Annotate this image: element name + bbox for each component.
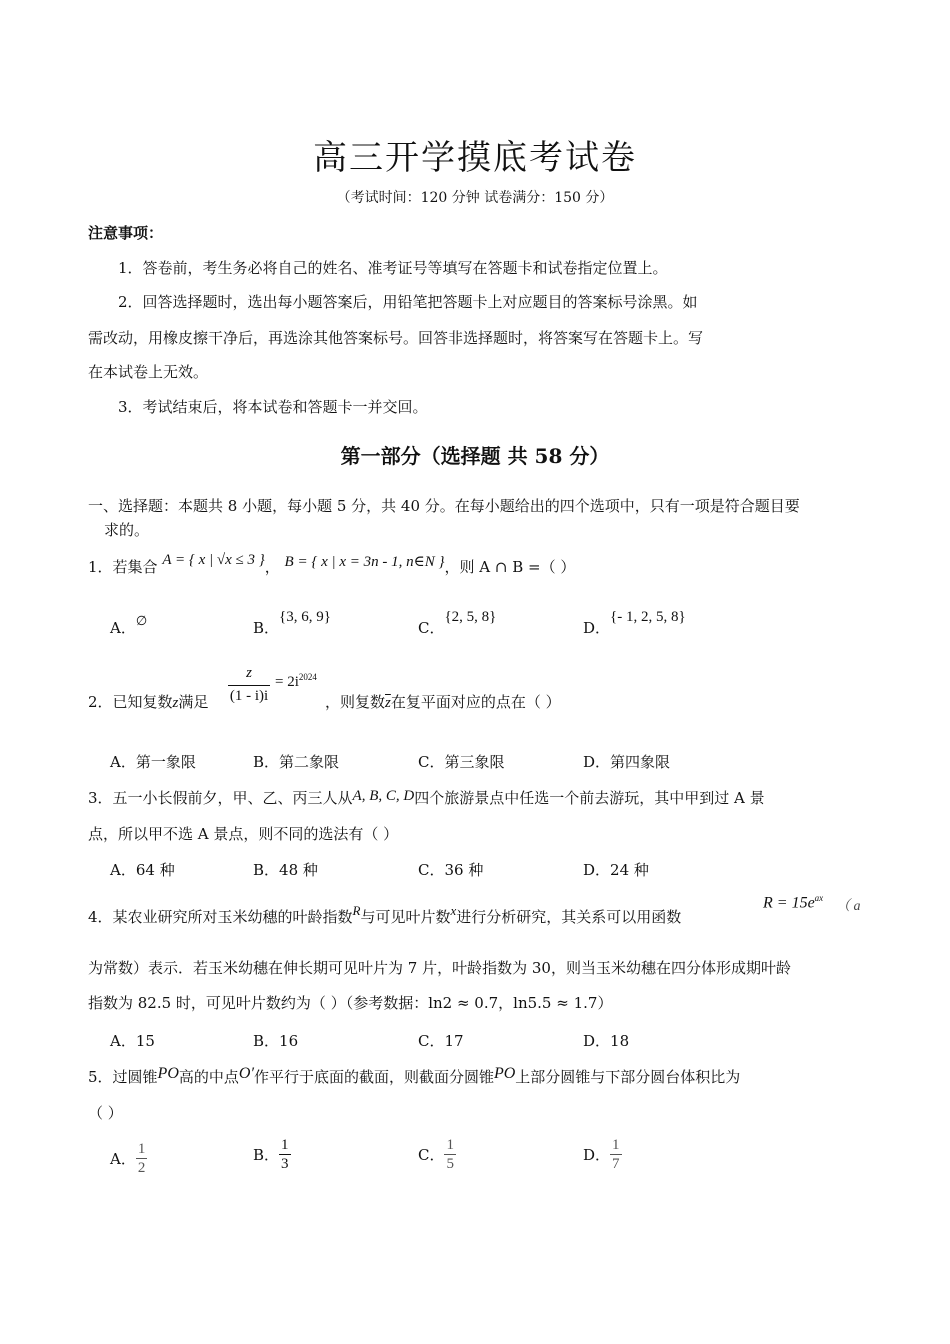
q5-suffix: 上部分圆锥与下部分圆台体积比为 [515,1068,741,1086]
q1-prefix: 1．若集合 [88,558,158,576]
q2-option-d: D．第四象限 [583,753,671,771]
q5-option-c [418,1136,456,1173]
q3-line-1 [88,787,765,808]
q3-option-d: D．24 种 [583,861,649,879]
q2-z-conjugate: $\overline{z}$ [385,695,391,711]
q5-mid-1: 高的中点 [178,1068,239,1086]
q1-option-a-value: ∅ [135,613,148,628]
q1-option-d [583,609,686,638]
q4-prefix: 4．某农业研究所对玉米幼穗的叶龄指数 [88,908,353,926]
q1-option-d-label: D． [583,619,611,637]
part1-intro-line-1: 一、选择题：本题共 8 小题，每小题 5 分，共 40 分。在每小题给出的四个选项中，只有一项是符合题目要 [88,497,800,515]
q4-formula-base: R = 15e [763,894,815,912]
notice-item-2-line-2: 需改动，用橡皮擦干净后，再选涂其他答案标号。回答非选择题时，将答案写在答题卡上。写 [88,329,704,347]
notice-item-1: 1．答卷前，考生务必将自己的姓名、准考证号等填写在答题卡和试卷指定位置上。 [118,259,668,277]
q5-option-d-numerator: 1 [612,1137,620,1153]
q1-option-d-value: {- 1, 2, 5, 8} [610,609,686,625]
q1-option-c-label: C． [418,619,445,637]
q2-prefix: 2．已知复数 [88,693,173,711]
q2-prefix-line [88,691,208,712]
q5-option-c-numerator: 1 [446,1137,454,1153]
q3-option-b: B．48 种 [253,861,318,879]
exam-info: （考试时间：120 分钟 试卷满分：150 分） [336,190,614,206]
q3-option-a: A．64 种 [110,861,175,879]
q5-option-c-fraction [444,1136,456,1173]
q2-option-b: B．第二象限 [253,753,340,771]
q5-option-a-label: A． [110,1150,136,1168]
q5-option-b-label: B． [253,1146,280,1164]
q5-option-d-fraction [610,1136,622,1173]
q2-suffix-2: 在复平面对应的点在（ ） [390,693,561,711]
page-title: 高三开学摸底考试卷 [313,138,637,178]
q2-option-c: C．第三象限 [418,753,505,771]
q4-line-1 [88,903,682,927]
q4-var-r: R [352,903,361,918]
q2-suffix-line [325,691,561,712]
q3-line-2: 点，所以甲不选 A 景点，则不同的选法有（ ） [88,825,399,843]
q5-option-d [583,1136,622,1173]
q2-equals: = 2i [275,674,299,690]
q1-option-c-value: {2, 5, 8} [444,609,497,625]
q4-line-3: 指数为 82.5 时，可见叶片数约为（ ）（参考数据：ln2 ≈ 0.7，ln5.5 ≈ 1.7） [88,994,613,1012]
q2-exponent: 2024 [298,672,317,682]
q5-o-prime: O′ [238,1065,254,1082]
q5-prefix: 5．过圆锥 [88,1068,158,1086]
q5-line-2: （ ） [88,1104,123,1122]
q5-option-a-denominator: 2 [137,1160,146,1176]
q1-suffix: ，则 A ∩ B =（ ） [444,558,576,576]
q2-fraction-denominator: (1 - i)i [229,688,269,704]
q4-option-c: C．17 [418,1032,464,1050]
q2-fraction-numerator: z [246,665,252,681]
q5-option-d-label: D． [583,1146,611,1164]
notice-item-2-line-1: 2．回答选择题时，选出每小题答案后，用铅笔把答题卡上对应题目的答案标号涂黑。如 [118,293,698,311]
q3-suffix: 四个旅游景点中任选一个前去游玩，其中甲到过 A 景 [414,789,765,807]
q5-po-1: PO [157,1065,179,1082]
q1-option-c [418,609,497,638]
q1-comma: ， [264,558,280,576]
q4-mid-2: 进行分析研究，其关系可以用函数 [456,908,682,926]
notice-item-2-line-3: 在本试卷上无效。 [88,363,209,381]
q5-option-a [110,1140,147,1177]
q4-option-d: D．18 [583,1032,630,1050]
q4-line-2: 为常数）表示．若玉米幼穗在伸长期可见叶片为 7 片，叶龄指数为 30，则当玉米幼穗在四分体形成期叶龄 [88,959,791,977]
q2-fraction [228,664,270,706]
q2-rhs [275,672,317,691]
q4-var-x: x [450,903,457,918]
q4-option-a: A．15 [110,1032,155,1050]
q5-option-c-label: C． [418,1146,445,1164]
q2-option-a: A．第一象限 [110,753,196,771]
q1-option-b [253,609,331,638]
q4-formula-exponent: ax [814,893,824,903]
part1-intro-line-2: 求的。 [104,521,150,539]
q4-param-a: （ a [836,899,861,914]
question-1 [88,552,576,577]
q1-option-b-label: B． [253,619,280,637]
q5-option-b-denominator: 3 [281,1156,289,1172]
section-title: 第一部分（选择题 共 58 分） [340,444,610,468]
q1-option-b-value: {3, 6, 9} [279,609,331,625]
q5-option-d-denominator: 7 [612,1156,620,1172]
q3-option-c: C．36 种 [418,861,484,879]
q1-set-a: A = { x | √x ≤ 3 } [162,552,265,568]
q5-option-c-denominator: 5 [446,1156,454,1172]
q2-suffix-1: ，则复数 [325,693,386,711]
q4-mid-1: 与可见叶片数 [360,908,451,926]
q5-option-b [253,1136,291,1173]
q4-formula [763,893,823,912]
q2-mid: 满足 [178,693,209,711]
q5-po-2: PO [493,1065,516,1082]
q5-option-a-fraction [136,1140,148,1177]
q3-places: A, B, C, D [352,788,415,804]
q5-option-b-fraction [279,1136,291,1173]
q3-prefix: 3．五一小长假前夕，甲、乙、丙三人从 [88,789,353,807]
q1-option-a-label: A． [110,619,136,637]
q1-set-b: B = { x | x = 3n - 1, n∈N } [284,554,445,570]
q5-mid-2: 作平行于底面的截面，则截面分圆锥 [253,1068,494,1086]
notice-item-3: 3．考试结束后，将本试卷和答题卡一并交回。 [118,398,428,416]
q4-option-b: B．16 [253,1032,299,1050]
q1-option-a [110,613,148,638]
q5-option-b-numerator: 1 [281,1137,289,1153]
notice-heading: 注意事项： [88,224,164,242]
q5-line-1 [88,1066,740,1087]
q2-var-z: z [172,695,179,711]
q5-option-a-numerator: 1 [137,1141,146,1157]
